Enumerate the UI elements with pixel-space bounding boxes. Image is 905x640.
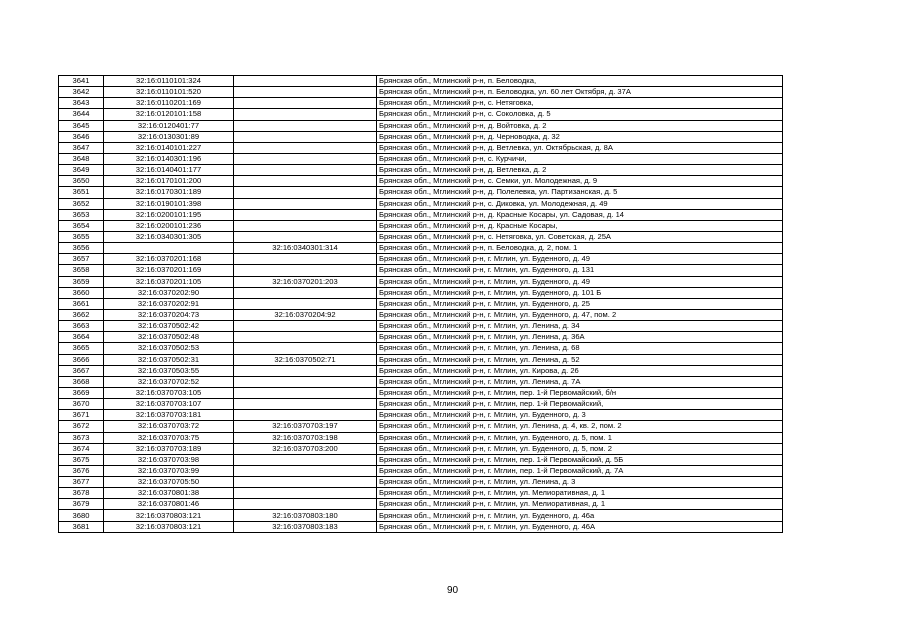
object-cadastral-number-cell — [234, 321, 377, 332]
table-row — [59, 276, 783, 287]
cadastral-number-cell: 32:16:0340301:305 — [104, 231, 234, 242]
cadastral-number-cell: 32:16:0370201:105 — [104, 276, 234, 287]
address-cell: Брянская обл., Мглинский р-н, д. Полелевка, ул. Партизанская, д. 5 — [377, 187, 783, 198]
object-cadastral-number-cell — [234, 454, 377, 465]
address-cell: Брянская обл., Мглинский р-н, с. Соколовка, д. 5 — [377, 109, 783, 120]
cadastral-number-cell: 32:16:0370703:98 — [104, 454, 234, 465]
object-cadastral-number-cell — [234, 131, 377, 142]
cadastral-number-cell: 32:16:0370502:42 — [104, 321, 234, 332]
table-row — [59, 298, 783, 309]
cadastral-number-cell: 32:16:0370801:46 — [104, 499, 234, 510]
address-cell: Брянская обл., Мглинский р-н, с. Нетяговка, — [377, 98, 783, 109]
object-cadastral-number-cell — [234, 410, 377, 421]
row-number-cell: 3667 — [59, 365, 104, 376]
address-cell: Брянская обл., Мглинский р-н, г. Мглин, ул. Буденного, д. 101 Б — [377, 287, 783, 298]
table-row — [59, 176, 783, 187]
address-cell: Брянская обл., Мглинский р-н, с. Семки, ул. Молодежная, д. 9 — [377, 176, 783, 187]
table-row — [59, 499, 783, 510]
address-cell: Брянская обл., Мглинский р-н, п. Беловодка, — [377, 76, 783, 87]
cadastral-number-cell: 32:16:0370204:73 — [104, 309, 234, 320]
cadastral-number-cell: 32:16:0110101:520 — [104, 87, 234, 98]
address-cell: Брянская обл., Мглинский р-н, п. Беловодка, ул. 60 лет Октября, д. 37А — [377, 87, 783, 98]
table-row — [59, 343, 783, 354]
cadastral-number-cell: 32:16:0370502:31 — [104, 354, 234, 365]
object-cadastral-number-cell — [234, 298, 377, 309]
table-row — [59, 254, 783, 265]
cadastral-number-cell: 32:16:0370502:48 — [104, 332, 234, 343]
row-number-cell: 3654 — [59, 220, 104, 231]
object-cadastral-number-cell — [234, 477, 377, 488]
address-cell: Брянская обл., Мглинский р-н, г. Мглин, ул. Буденного, д. 131 — [377, 265, 783, 276]
address-cell: Брянская обл., Мглинский р-н, г. Мглин, пер. 1-й Первомайский, — [377, 399, 783, 410]
address-cell: Брянская обл., Мглинский р-н, д. Красные Косары, — [377, 220, 783, 231]
address-cell: Брянская обл., Мглинский р-н, г. Мглин, ул. Мелиоративная, д. 1 — [377, 488, 783, 499]
registry-table-body — [59, 76, 783, 533]
row-number-cell: 3645 — [59, 120, 104, 131]
table-row — [59, 209, 783, 220]
table-row — [59, 521, 783, 532]
object-cadastral-number-cell: 32:16:0340301:314 — [234, 243, 377, 254]
table-row — [59, 220, 783, 231]
table-row — [59, 243, 783, 254]
table-row — [59, 198, 783, 209]
object-cadastral-number-cell: 32:16:0370204:92 — [234, 309, 377, 320]
cadastral-number-cell: 32:16:0370803:121 — [104, 510, 234, 521]
row-number-cell: 3680 — [59, 510, 104, 521]
address-cell: Брянская обл., Мглинский р-н, г. Мглин, ул. Буденного, д. 49 — [377, 276, 783, 287]
address-cell: Брянская обл., Мглинский р-н, г. Мглин, ул. Ленина, д. 3 — [377, 477, 783, 488]
cadastral-number-cell: 32:16:0370705:50 — [104, 477, 234, 488]
row-number-cell: 3666 — [59, 354, 104, 365]
cadastral-number-cell: 32:16:0370702:52 — [104, 376, 234, 387]
row-number-cell: 3657 — [59, 254, 104, 265]
object-cadastral-number-cell — [234, 87, 377, 98]
row-number-cell: 3661 — [59, 298, 104, 309]
object-cadastral-number-cell — [234, 120, 377, 131]
table-row — [59, 332, 783, 343]
address-cell: Брянская обл., Мглинский р-н, г. Мглин, ул. Буденного, д. 46А — [377, 521, 783, 532]
address-cell: Брянская обл., Мглинский р-н, г. Мглин, пер. 1-й Первомайский, д. 7А — [377, 465, 783, 476]
table-row — [59, 477, 783, 488]
address-cell: Брянская обл., Мглинский р-н, г. Мглин, ул. Буденного, д. 25 — [377, 298, 783, 309]
object-cadastral-number-cell — [234, 287, 377, 298]
row-number-cell: 3675 — [59, 454, 104, 465]
page-number: 90 — [446, 585, 459, 596]
cadastral-number-cell: 32:16:0370202:90 — [104, 287, 234, 298]
table-row — [59, 488, 783, 499]
address-cell: Брянская обл., Мглинский р-н, г. Мглин, ул. Буденного, д. 49 — [377, 254, 783, 265]
object-cadastral-number-cell — [234, 265, 377, 276]
object-cadastral-number-cell — [234, 376, 377, 387]
cadastral-number-cell: 32:16:0370803:121 — [104, 521, 234, 532]
object-cadastral-number-cell — [234, 76, 377, 87]
address-cell: Брянская обл., Мглинский р-н, д. Войтовка, д. 2 — [377, 120, 783, 131]
cadastral-number-cell: 32:16:0140301:196 — [104, 153, 234, 164]
object-cadastral-number-cell: 32:16:0370703:197 — [234, 421, 377, 432]
row-number-cell: 3665 — [59, 343, 104, 354]
address-cell: Брянская обл., Мглинский р-н, г. Мглин, ул. Мелиоративная, д. 1 — [377, 499, 783, 510]
object-cadastral-number-cell — [234, 499, 377, 510]
row-number-cell: 3670 — [59, 399, 104, 410]
row-number-cell: 3668 — [59, 376, 104, 387]
row-number-cell: 3669 — [59, 387, 104, 398]
table-row — [59, 399, 783, 410]
table-row — [59, 309, 783, 320]
row-number-cell: 3674 — [59, 443, 104, 454]
row-number-cell: 3647 — [59, 142, 104, 153]
table-row — [59, 187, 783, 198]
table-row — [59, 443, 783, 454]
table-row — [59, 510, 783, 521]
table-row — [59, 98, 783, 109]
row-number-cell: 3673 — [59, 432, 104, 443]
cadastral-number-cell: 32:16:0170301:189 — [104, 187, 234, 198]
row-number-cell: 3676 — [59, 465, 104, 476]
object-cadastral-number-cell — [234, 465, 377, 476]
row-number-cell: 3672 — [59, 421, 104, 432]
table-row — [59, 321, 783, 332]
row-number-cell: 3681 — [59, 521, 104, 532]
object-cadastral-number-cell — [234, 365, 377, 376]
address-cell: Брянская обл., Мглинский р-н, г. Мглин, ул. Кирова, д. 26 — [377, 365, 783, 376]
address-cell: Брянская обл., Мглинский р-н, г. Мглин, ул. Буденного, д. 5, пом. 2 — [377, 443, 783, 454]
object-cadastral-number-cell — [234, 254, 377, 265]
row-number-cell: 3642 — [59, 87, 104, 98]
table-row — [59, 109, 783, 120]
table-row — [59, 120, 783, 131]
row-number-cell: 3653 — [59, 209, 104, 220]
object-cadastral-number-cell — [234, 343, 377, 354]
row-number-cell: 3678 — [59, 488, 104, 499]
cadastral-number-cell: 32:16:0370202:91 — [104, 298, 234, 309]
address-cell: Брянская обл., Мглинский р-н, г. Мглин, ул. Ленина, д. 7А — [377, 376, 783, 387]
row-number-cell: 3641 — [59, 76, 104, 87]
address-cell: Брянская обл., Мглинский р-н, г. Мглин, ул. Ленина, д. 68 — [377, 343, 783, 354]
address-cell: Брянская обл., Мглинский р-н, д. Ветлевка, ул. Октябрьская, д. 8А — [377, 142, 783, 153]
row-number-cell: 3660 — [59, 287, 104, 298]
table-row — [59, 87, 783, 98]
row-number-cell: 3655 — [59, 231, 104, 242]
cadastral-number-cell: 32:16:0370801:38 — [104, 488, 234, 499]
cadastral-number-cell: 32:16:0370201:168 — [104, 254, 234, 265]
cadastral-number-cell: 32:16:0110201:169 — [104, 98, 234, 109]
cadastral-number-cell — [104, 243, 234, 254]
cadastral-number-cell: 32:16:0120401:77 — [104, 120, 234, 131]
object-cadastral-number-cell — [234, 176, 377, 187]
cadastral-number-cell: 32:16:0370201:169 — [104, 265, 234, 276]
cadastral-number-cell: 32:16:0370703:189 — [104, 443, 234, 454]
object-cadastral-number-cell — [234, 142, 377, 153]
table-row — [59, 153, 783, 164]
address-cell: Брянская обл., Мглинский р-н, д. Ветлевка, д. 2 — [377, 165, 783, 176]
row-number-cell: 3677 — [59, 477, 104, 488]
object-cadastral-number-cell — [234, 332, 377, 343]
object-cadastral-number-cell — [234, 231, 377, 242]
address-cell: Брянская обл., Мглинский р-н, с. Нетяговка, ул. Советская, д. 25А — [377, 231, 783, 242]
table-row — [59, 376, 783, 387]
cadastral-number-cell: 32:16:0370703:107 — [104, 399, 234, 410]
object-cadastral-number-cell — [234, 198, 377, 209]
table-row — [59, 265, 783, 276]
registry-table — [58, 75, 783, 533]
row-number-cell: 3662 — [59, 309, 104, 320]
cadastral-number-cell: 32:16:0190101:398 — [104, 198, 234, 209]
object-cadastral-number-cell — [234, 399, 377, 410]
cadastral-number-cell: 32:16:0170101:200 — [104, 176, 234, 187]
cadastral-number-cell: 32:16:0110101:324 — [104, 76, 234, 87]
row-number-cell: 3650 — [59, 176, 104, 187]
row-number-cell: 3652 — [59, 198, 104, 209]
address-cell: Брянская обл., Мглинский р-н, г. Мглин, пер. 1-й Первомайский, б/н — [377, 387, 783, 398]
cadastral-number-cell: 32:16:0370703:75 — [104, 432, 234, 443]
table-row — [59, 354, 783, 365]
row-number-cell: 3643 — [59, 98, 104, 109]
address-cell: Брянская обл., Мглинский р-н, г. Мглин, ул. Ленина, д. 36А — [377, 332, 783, 343]
table-row — [59, 421, 783, 432]
row-number-cell: 3659 — [59, 276, 104, 287]
address-cell: Брянская обл., Мглинский р-н, п. Беловодка, д. 2, пом. 1 — [377, 243, 783, 254]
row-number-cell: 3648 — [59, 153, 104, 164]
object-cadastral-number-cell — [234, 109, 377, 120]
table-row — [59, 287, 783, 298]
address-cell: Брянская обл., Мглинский р-н, г. Мглин, ул. Буденного, д. 3 — [377, 410, 783, 421]
cadastral-number-cell: 32:16:0370503:55 — [104, 365, 234, 376]
object-cadastral-number-cell — [234, 153, 377, 164]
object-cadastral-number-cell: 32:16:0370803:183 — [234, 521, 377, 532]
cadastral-number-cell: 32:16:0120101:158 — [104, 109, 234, 120]
address-cell: Брянская обл., Мглинский р-н, д. Красные Косары, ул. Садовая, д. 14 — [377, 209, 783, 220]
cadastral-number-cell: 32:16:0370703:105 — [104, 387, 234, 398]
object-cadastral-number-cell: 32:16:0370201:203 — [234, 276, 377, 287]
table-row — [59, 454, 783, 465]
object-cadastral-number-cell: 32:16:0370803:180 — [234, 510, 377, 521]
row-number-cell: 3679 — [59, 499, 104, 510]
cadastral-number-cell: 32:16:0130301:89 — [104, 131, 234, 142]
object-cadastral-number-cell: 32:16:0370703:198 — [234, 432, 377, 443]
object-cadastral-number-cell — [234, 187, 377, 198]
address-cell: Брянская обл., Мглинский р-н, с. Курчичи, — [377, 153, 783, 164]
object-cadastral-number-cell — [234, 387, 377, 398]
address-cell: Брянская обл., Мглинский р-н, г. Мглин, ул. Ленина, д. 52 — [377, 354, 783, 365]
object-cadastral-number-cell — [234, 220, 377, 231]
cadastral-number-cell: 32:16:0200101:236 — [104, 220, 234, 231]
row-number-cell: 3656 — [59, 243, 104, 254]
row-number-cell: 3651 — [59, 187, 104, 198]
table-row — [59, 365, 783, 376]
row-number-cell: 3644 — [59, 109, 104, 120]
address-cell: Брянская обл., Мглинский р-н, г. Мглин, ул. Ленина, д. 4, кв. 2, пом. 2 — [377, 421, 783, 432]
object-cadastral-number-cell — [234, 165, 377, 176]
table-row — [59, 165, 783, 176]
row-number-cell: 3664 — [59, 332, 104, 343]
row-number-cell: 3649 — [59, 165, 104, 176]
cadastral-number-cell: 32:16:0140101:227 — [104, 142, 234, 153]
cadastral-number-cell: 32:16:0370502:53 — [104, 343, 234, 354]
address-cell: Брянская обл., Мглинский р-н, г. Мглин, ул. Буденного, д. 46а — [377, 510, 783, 521]
row-number-cell: 3658 — [59, 265, 104, 276]
table-row — [59, 465, 783, 476]
cadastral-number-cell: 32:16:0140401:177 — [104, 165, 234, 176]
cadastral-number-cell: 32:16:0370703:181 — [104, 410, 234, 421]
table-row — [59, 76, 783, 87]
table-row — [59, 432, 783, 443]
cadastral-number-cell: 32:16:0370703:72 — [104, 421, 234, 432]
address-cell: Брянская обл., Мглинский р-н, г. Мглин, ул. Ленина, д. 34 — [377, 321, 783, 332]
cadastral-number-cell: 32:16:0370703:99 — [104, 465, 234, 476]
object-cadastral-number-cell: 32:16:0370502:71 — [234, 354, 377, 365]
table-row — [59, 131, 783, 142]
object-cadastral-number-cell — [234, 488, 377, 499]
address-cell: Брянская обл., Мглинский р-н, г. Мглин, ул. Буденного, д. 5, пом. 1 — [377, 432, 783, 443]
address-cell: Брянская обл., Мглинский р-н, д. Черноводка, д. 32 — [377, 131, 783, 142]
address-cell: Брянская обл., Мглинский р-н, г. Мглин, пер. 1-й Первомайский, д. 5Б — [377, 454, 783, 465]
table-row — [59, 231, 783, 242]
cadastral-number-cell: 32:16:0200101:195 — [104, 209, 234, 220]
table-row — [59, 410, 783, 421]
row-number-cell: 3646 — [59, 131, 104, 142]
object-cadastral-number-cell — [234, 209, 377, 220]
row-number-cell: 3671 — [59, 410, 104, 421]
row-number-cell: 3663 — [59, 321, 104, 332]
table-row — [59, 387, 783, 398]
address-cell: Брянская обл., Мглинский р-н, с. Диковка, ул. Молодежная, д. 49 — [377, 198, 783, 209]
object-cadastral-number-cell: 32:16:0370703:200 — [234, 443, 377, 454]
address-cell: Брянская обл., Мглинский р-н, г. Мглин, ул. Буденного, д. 47, пом. 2 — [377, 309, 783, 320]
table-row — [59, 142, 783, 153]
object-cadastral-number-cell — [234, 98, 377, 109]
